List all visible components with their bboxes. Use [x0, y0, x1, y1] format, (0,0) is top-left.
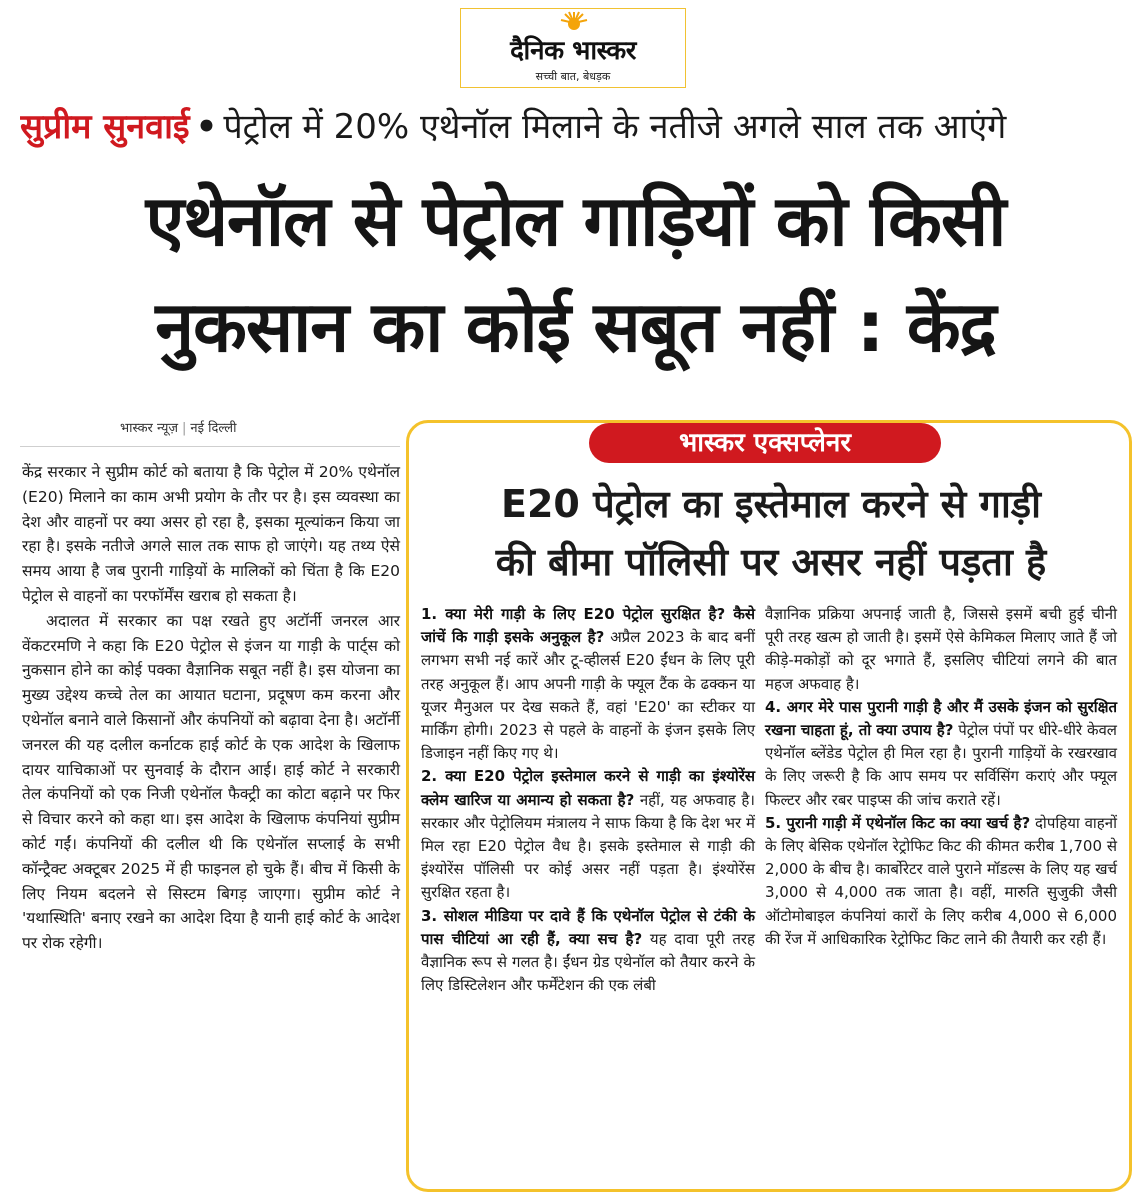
question: 4. अगर मेरे पास पुरानी गाड़ी है और मैं उसके इंजन को सुरक्षित रखना चाहता हूं, तो क्या उपाय है?	[765, 697, 1117, 740]
answer: दोपहिया वाहनों के लिए बेसिक एथेनॉल रेट्रोफिट किट की कीमत करीब 1,700 से 2,000 के बीच है। कार्बोरेटर वाले पुराने मॉडल्स के लिए यह खर्च 3,000 से 4,000 तक जाता है। वहीं, मारुति सुजुकी जैसी ऑटोमोबाइल कंपनियां कारों के लिए करीब 4,000 से 6,000 की रेंज में आधिकारिक रेट्रोफिट किट लाने की तैयारी कर रही हैं।	[765, 813, 1117, 948]
qa-item	[765, 603, 1117, 696]
explainer-column-1	[421, 603, 755, 997]
article-paragraph: अदालत में सरकार का पक्ष रखते हुए अटॉर्नी जनरल आर वेंकटरमणि ने कहा कि E20 पेट्रोल से इंजन या गाड़ी के पार्ट्स को नुकसान होने का कोई पक्का वैज्ञानिक सबूत नहीं है। इस योजना का मुख्य उद्देश्य कच्चे तेल का आयात घटाना, प्रदूषण कम करना और एथेनॉल बनाने वाले किसानों और कंपनियों को बढ़ावा देना है। अटॉर्नी जनरल की यह दलील कर्नाटक हाई कोर्ट के एक आदेश के खिलाफ दायर याचिकाओं पर सुनवाई के दौरान आई। हाई कोर्ट ने सरकारी तेल कंपनियों को एक निजी एथेनॉल फैक्ट्री का कोटा बढ़ाने पर फिर से विचार करने को कहा था। इस आदेश के खिलाफ कंपनियां सुप्रीम कोर्ट गईं। कंपनियों की दलील थी कि एथेनॉल सप्लाई के सभी कॉन्ट्रैक्ट अक्टूबर 2025 में ही फाइनल हो चुके हैं। बीच में किसी के लिए नियम बदलने से सिस्टम बिगड़ जाएगा। सुप्रीम कोर्ट ने 'यथास्थिति' बनाए रखने का आदेश दिया है यानी हाई कोर्ट के आदेश पर रोक रहेगी।	[22, 611, 400, 953]
divider	[20, 446, 400, 447]
masthead-tagline: सच्ची बात, बेधड़क	[535, 70, 611, 83]
masthead	[460, 8, 686, 88]
question: 2. क्या E20 पेट्रोल इस्तेमाल करने से गाड़ी का इंश्योरेंस क्लेम खारिज या अमान्य हो सकता है?	[421, 767, 755, 809]
explainer-badge: भास्कर एक्सप्लेनर	[589, 423, 941, 463]
qa-item	[421, 905, 755, 998]
byline-agency: भास्कर न्यूज़	[120, 421, 179, 436]
explainer-box	[406, 420, 1132, 1192]
kicker-label: सुप्रीम सुनवाई	[20, 107, 190, 147]
question: 1. क्या मेरी गाड़ी के लिए E20 पेट्रोल सुरक्षित है? कैसे जांचें कि गाड़ी इसके अनुकूल है?	[421, 605, 755, 647]
explainer-title-line-2: की बीमा पॉलिसी पर असर नहीं पड़ता है	[495, 540, 1047, 584]
explainer-title-line-1: E20 पेट्रोल का इस्तेमाल करने से गाड़ी	[501, 482, 1041, 526]
question: 5. पुरानी गाड़ी में एथेनॉल किट का क्या खर्च है?	[765, 813, 1031, 832]
answer: वैज्ञानिक प्रक्रिया अपनाई जाती है, जिससे इसमें बची हुई चीनी पूरी तरह खत्म हो जाती है। इसमें ऐसे केमिकल मिलाए जाते हैं जो कीड़े-मकोड़ों को दूर भगाते हैं, इसलिए चीटियां लगने की बात महज अफवाह है।	[765, 605, 1117, 693]
article-paragraph: केंद्र सरकार ने सुप्रीम कोर्ट को बताया है कि पेट्रोल में 20% एथेनॉल (E20) मिलाने का काम अभी प्रयोग के तौर पर है। इस व्यवस्था का देश और वाहनों पर क्या असर हो रहा है, इसका मूल्यांकन किया जा रहा है। इसके नतीजे अगले साल तक साफ हो जाएंगे। यह तथ्य ऐसे समय आया है जब पुरानी गाड़ियों के मालिकों को चिंता है कि E20 पेट्रोल से वाहनों का परफॉर्मेंस खराब हो सकता है।	[22, 463, 400, 605]
headline-line-1: एथेनॉल से पेट्रोल गाड़ियों को किसी	[145, 180, 1006, 262]
explainer-title	[421, 475, 1121, 591]
sun-icon	[559, 11, 589, 33]
answer: यह दावा पूरी तरह वैज्ञानिक रूप से गलत है। ईंधन ग्रेड एथेनॉल को तैयार करने के लिए डिस्टिलेशन और फर्मेंटेशन की एक लंबी	[421, 929, 755, 995]
article-body	[22, 460, 400, 956]
question: 3. सोशल मीडिया पर दावे हैं कि एथेनॉल पेट्रोल से टंकी के पास चीटियां आ रही हैं, क्या सच है?	[421, 906, 755, 948]
qa-item	[765, 696, 1117, 812]
kicker-separator: •	[195, 107, 218, 147]
masthead-title: दैनिक भास्कर	[510, 36, 636, 66]
answer: नहीं, यह अफवाह है। सरकार और पेट्रोलियम मंत्रालय ने साफ किया है कि देश भर में मिल रहा E20 पेट्रोल वैध है। इसके इस्तेमाल से गाड़ी की इंश्योरेंस पॉलिसी पर कोई असर नहीं पड़ता है। इंश्योरेंस सुरक्षित रहता है।	[421, 790, 755, 902]
byline	[120, 418, 236, 436]
answer: अप्रैल 2023 के बाद बनीं लगभग सभी नई कारें और टू-व्हीलर्स E20 ईंधन के लिए पूरी तरह अनुकूल हैं। आप अपनी गाड़ी के फ्यूल टैंक के ढक्कन या यूजर मैनुअल पर देख सकते हैं, वहां 'E20' का स्टीकर या मार्किंग होगी। 2023 से पहले के वाहनों के इंजन इसके लिए डिजाइन नहीं किए गए थे।	[421, 628, 755, 763]
byline-place: नई दिल्ली	[190, 421, 237, 436]
qa-item	[421, 765, 755, 904]
byline-separator: |	[182, 421, 187, 436]
headline-line-2: नुकसान का कोई सबूत नहीं : केंद्र	[155, 286, 996, 368]
qa-item	[765, 812, 1117, 951]
kicker	[20, 98, 1130, 156]
qa-item	[421, 603, 755, 765]
answer: पेट्रोल पंपों पर धीरे-धीरे केवल एथेनॉल ब्लेंडेड पेट्रोल ही मिल रहा है। पुरानी गाड़ियों के रखरखाव के लिए जरूरी है कि आप समय पर सर्विसिंग कराएं और फ्यूल फिल्टर और रबर पाइप्स की जांच कराते रहें।	[765, 721, 1117, 809]
headline	[18, 168, 1133, 380]
explainer-column-2	[765, 603, 1117, 951]
kicker-text: पेट्रोल में 20% एथेनॉल मिलाने के नतीजे अगले साल तक आएंगे	[223, 107, 1007, 147]
